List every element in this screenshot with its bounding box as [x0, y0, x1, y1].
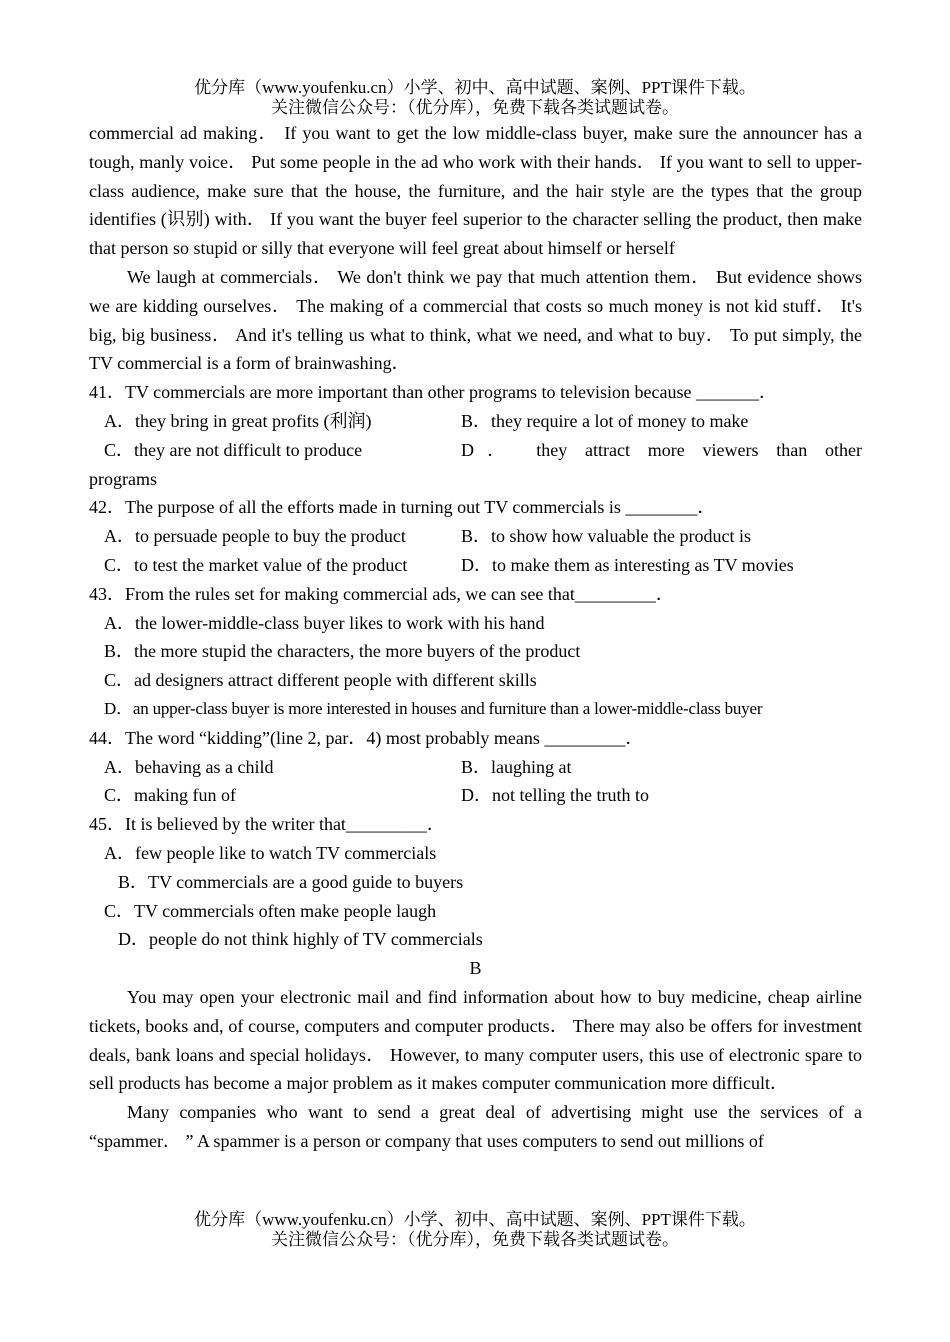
option-c: C．they are not difficult to produce [104, 439, 363, 460]
option-b: B．to show how valuable the product is [461, 526, 751, 547]
option-b: B．laughing at [461, 756, 572, 777]
question-stem: 41．TV commercials are more important than other programs to television because _______． [89, 382, 777, 403]
question-42 [89, 493, 862, 579]
option-d: D．to make them as interesting as TV movies [461, 554, 794, 575]
option-d-continued: programs [89, 468, 157, 489]
passage-b-paragraph-1: You may open your electronic mail and find information about how to buy medicine, cheap airline tickets, books and, of course, computers and computer products． There may also be offers for investment deals, bank loans and special holidays． However, to many computer users, this use of electronic spare to sell products has become a major problem as it makes computer communication more difficult． [89, 986, 862, 1094]
option-c: C．to test the market value of the product [104, 554, 408, 575]
footer-line-1: 优分库（www.youfenku.cn）小学、初中、高中试题、案例、PPT课件下载。 [194, 1210, 756, 1229]
document-body [89, 119, 862, 1156]
option-b: B．the more stupid the characters, the more buyers of the product [104, 641, 581, 662]
header-line-1: 优分库（www.youfenku.cn）小学、初中、高中试题、案例、PPT课件下载。 [194, 78, 756, 97]
question-stem: 44．The word “kidding”(line 2, par．4) most probably means _________． [89, 727, 644, 748]
passage-b-paragraph-2: Many companies who want to send a great deal of advertising might use the services of a “spammer． ” A spammer is a person or company that uses computers to send out millions of [89, 1102, 862, 1151]
option-a: A．to persuade people to buy the product [104, 526, 406, 547]
question-45 [89, 810, 862, 954]
page-header [0, 78, 950, 118]
question-stem: 42．The purpose of all the efforts made in turning out TV commercials is ________． [89, 497, 716, 518]
option-d: D．not telling the truth to [461, 785, 649, 806]
page-footer [0, 1210, 950, 1250]
option-a: A．few people like to watch TV commercials [104, 842, 437, 863]
question-stem: 45．It is believed by the writer that_________． [89, 814, 445, 835]
option-a: A．behaving as a child [104, 756, 274, 777]
question-41 [89, 378, 862, 493]
option-d-part: D． they attract more viewers than other [461, 439, 862, 460]
option-b: B．they require a lot of money to make [461, 410, 749, 431]
option-d: D．an upper-class buyer is more interested in houses and furniture than a lower-middle-class buyer [104, 698, 763, 718]
option-d: D．people do not think highly of TV commercials [118, 929, 483, 950]
option-c: C．ad designers attract different people with different skills [104, 670, 537, 691]
header-line-2: 关注微信公众号：（优分库），免费下载各类试题试卷。 [271, 98, 679, 117]
question-stem: 43．From the rules set for making commercial ads, we can see that_________． [89, 583, 674, 604]
option-b: B．TV commercials are a good guide to buyers [118, 871, 464, 892]
question-43 [89, 580, 862, 724]
option-c: C．TV commercials often make people laugh [104, 900, 437, 921]
passage-a-paragraph-1: commercial ad making． If you want to get the low middle-class buyer, make sure the announcer has a tough, manly voice． Put some people in the ad who work with their hands． If you want to sell to upper-class audience, make sure that the house, the furniture, and the hair style are the types that the group identifies (识别) with． If you want the buyer feel superior to the character selling the product, then make that person so stupid or silly that everyone will feel great about himself or herself [89, 123, 862, 259]
passage-a-paragraph-2: We laugh at commercials． We don't think we pay that much attention them． But evidence shows we are kidding ourselves． The making of a commercial that costs so much money is not kid stuff． It's big, big business． And it's telling us what to think, what we need, and what to buy． To put simply, the TV commercial is a form of brainwashing． [89, 266, 862, 374]
option-a: A．they bring in great profits (利润) [104, 410, 372, 431]
option-c: C．making fun of [104, 785, 236, 806]
footer-line-2: 关注微信公众号：（优分库），免费下载各类试题试卷。 [271, 1230, 679, 1249]
question-44 [89, 724, 862, 810]
option-a: A．the lower-middle-class buyer likes to work with his hand [104, 612, 545, 633]
section-b-title: B [469, 958, 482, 979]
